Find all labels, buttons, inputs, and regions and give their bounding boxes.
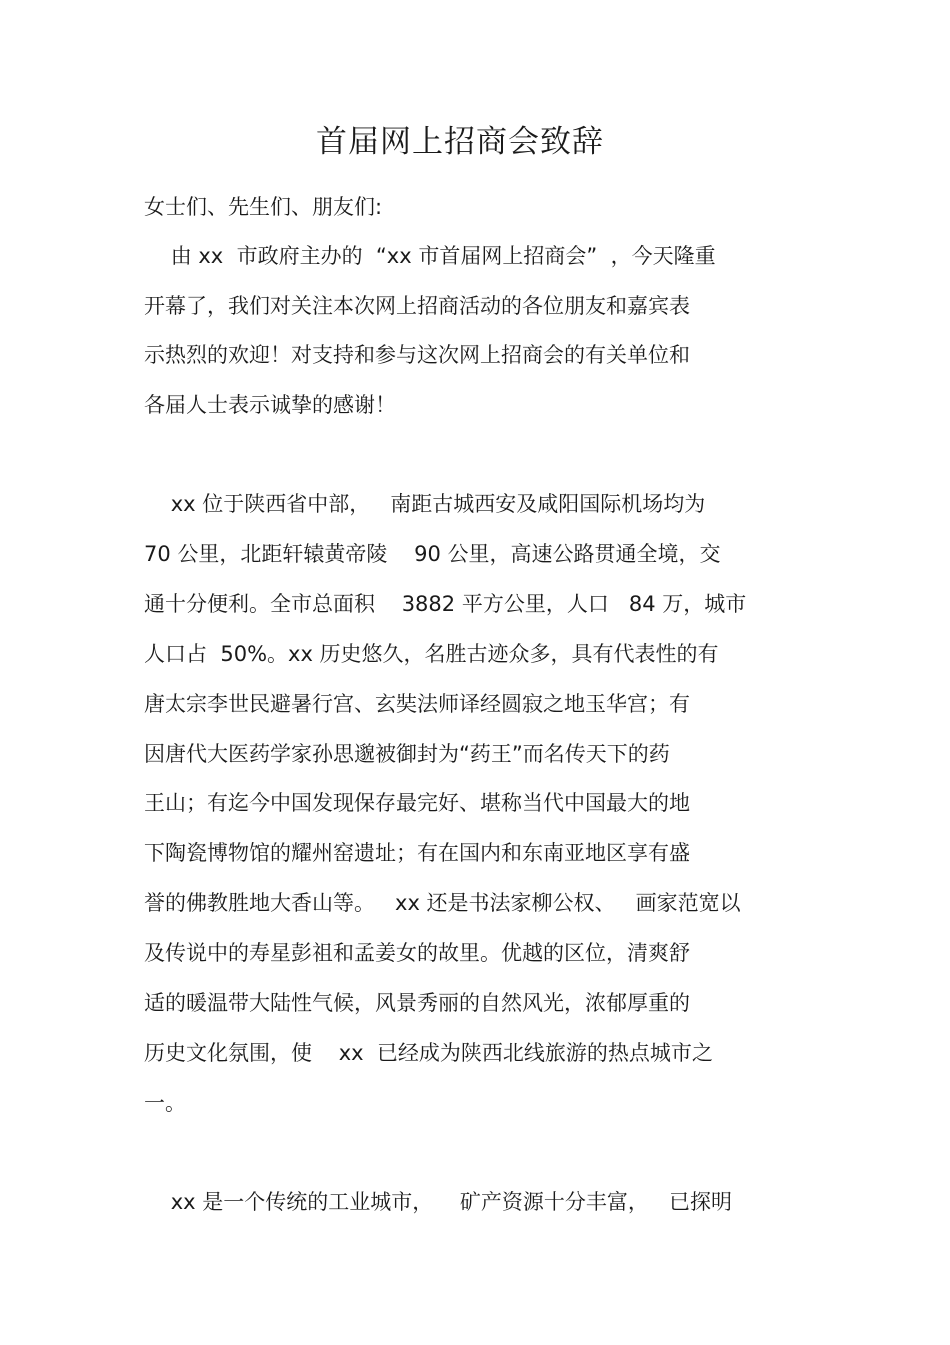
salutation: 女士们、先生们、朋友们:: [144, 195, 383, 219]
paragraph-1-line-2: 开幕了，我们对关注本次网上招商活动的各位朋友和嘉宾表: [144, 294, 690, 318]
paragraph-1-line-4: 各届人士表示诚挚的感谢！: [144, 393, 396, 417]
paragraph-2-line-5: 唐太宗李世民避暑行宫、玄奘法师译经圆寂之地玉华宫；有: [144, 692, 690, 716]
paragraph-2-line-6: 因唐代大医药学家孙思邈被御封为“药王”而名传天下的药: [144, 742, 670, 766]
paragraph-2-line-12: 历史文化氛围，使 xx 已经成为陕西北线旅游的热点城市之: [144, 1041, 713, 1065]
paragraph-3-line-1: xx 是一个传统的工业城市， 矿产资源十分丰富， 已探明: [144, 1190, 732, 1214]
paragraph-1-line-1: 由 xx 市政府主办的 “xx 市首届网上招商会” ，今天隆重: [144, 244, 716, 268]
paragraph-2-line-13: 一。: [144, 1091, 186, 1115]
paragraph-2-line-9: 誉的佛教胜地大香山等。 xx 还是书法家柳公权、 画家范宽以: [144, 891, 741, 915]
paragraph-2-line-4: 人口占 50%。xx 历史悠久，名胜古迹众多，具有代表性的有: [144, 642, 719, 666]
paragraph-2-line-10: 及传说中的寿星彭祖和孟姜女的故里。优越的区位，清爽舒: [144, 941, 690, 965]
document-title: 首届网上招商会致辞: [316, 124, 604, 160]
paragraph-2-line-2: 70 公里，北距轩辕黄帝陵 90 公里，高速公路贯通全境，交: [144, 542, 721, 566]
paragraph-2-line-7: 王山；有迄今中国发现保存最完好、堪称当代中国最大的地: [144, 791, 690, 815]
paragraph-2-line-11: 适的暖温带大陆性气候，风景秀丽的自然风光，浓郁厚重的: [144, 991, 690, 1015]
paragraph-2-line-8: 下陶瓷博物馆的耀州窑遗址；有在国内和东南亚地区享有盛: [144, 841, 690, 865]
paragraph-1-line-3: 示热烈的欢迎！对支持和参与这次网上招商会的有关单位和: [144, 343, 690, 367]
paragraph-2-line-1: xx 位于陕西省中部， 南距古城西安及咸阳国际机场均为: [144, 492, 706, 516]
paragraph-2-line-3: 通十分便利。全市总面积 3882 平方公里，人口 84 万，城市: [144, 592, 747, 616]
